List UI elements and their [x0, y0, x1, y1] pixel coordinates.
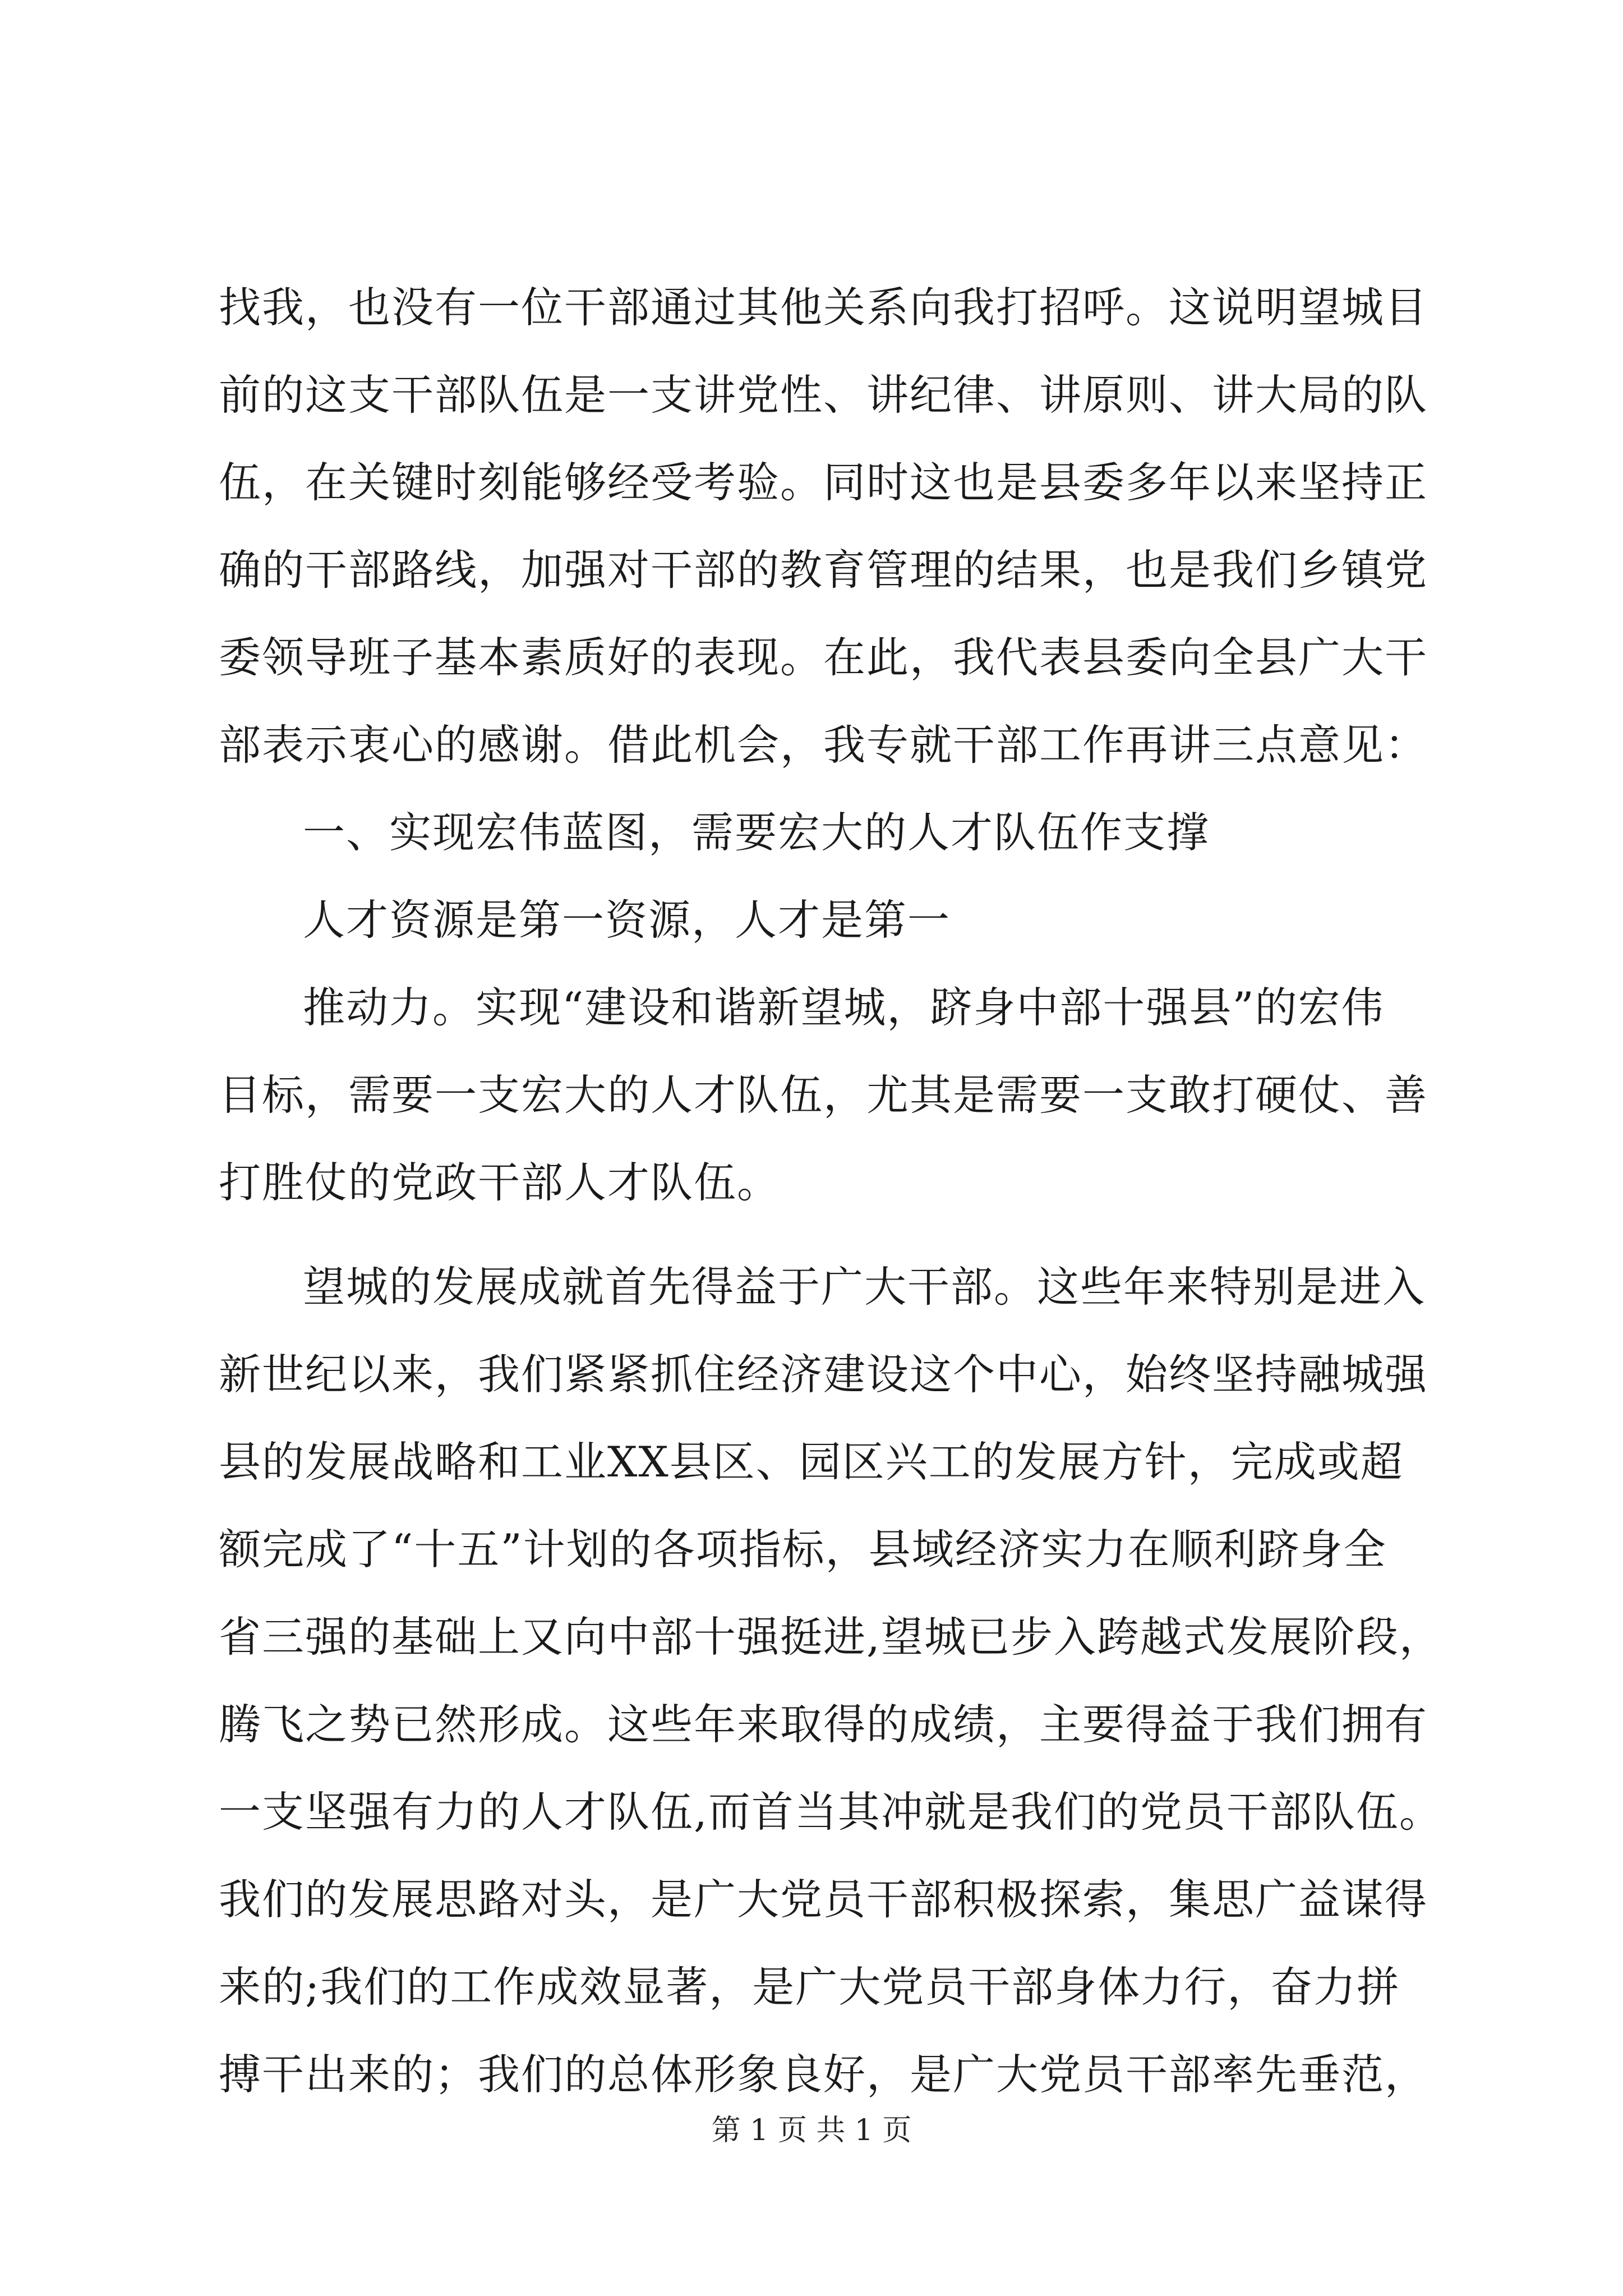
text-line: 县的发展战略和工业XX县区、园区兴工的发展方针，完成或超 [219, 1437, 1404, 1487]
document-body [219, 264, 1442, 2118]
text-line: 省三强的基础上又向中部十强挺进,望城已步入跨越式发展阶段， [219, 1612, 1442, 1662]
paragraph-2: 人才资源是第一资源，人才是第一 [303, 895, 951, 945]
paragraph-3 [219, 964, 1428, 1226]
section-heading: 一、实现宏伟蓝图，需要宏大的人才队伍作支撑 [303, 808, 1210, 857]
text-line: 一支坚强有力的人才队伍,而首当其冲就是我们的党员干部队伍。 [219, 1787, 1442, 1837]
text-line: 推动力。实现“建设和谐新望城，跻身中部十强县”的宏伟 [303, 983, 1385, 1032]
text-line: 委领导班子基本素质好的表现。在此，我代表县委向全县广大干 [219, 633, 1428, 682]
text-line: 新世纪以来，我们紧紧抓住经济建设这个中心，始终坚持融城强 [219, 1350, 1428, 1399]
text-line: 来的;我们的工作成效显著，是广大党员干部身体力行，奋力拼 [219, 1962, 1400, 2012]
paragraph-gap [219, 1226, 1419, 1243]
text-line: 望城的发展成就首先得益于广大干部。这些年来特别是进入 [303, 1262, 1426, 1312]
text-line: 搏干出来的；我们的总体形象良好，是广大党员干部率先垂范， [219, 2050, 1428, 2099]
text-line: 确的干部路线，加强对干部的教育管理的结果，也是我们乡镇党 [219, 545, 1428, 595]
text-line: 伍，在关键时刻能够经受考验。同时这也是县委多年以来坚持正 [219, 458, 1428, 507]
page-number-footer: 第 1 页 共 1 页 [711, 2114, 912, 2147]
text-line: 我们的发展思路对头，是广大党员干部积极探索，集思广益谋得 [219, 1875, 1428, 1924]
paragraph-1 [219, 264, 1428, 789]
text-line: 打胜仗的党政干部人才队伍。 [219, 1158, 781, 1207]
text-line: 腾飞之势已然形成。这些年来取得的成绩，主要得益于我们拥有 [219, 1700, 1428, 1749]
text-line: 部表示衷心的感谢。借此机会，我专就干部工作再讲三点意见： [219, 720, 1428, 770]
text-line: 前的这支干部队伍是一支讲党性、讲纪律、讲原则、讲大局的队 [219, 370, 1428, 420]
text-line: 找我，也没有一位干部通过其他关系向我打招呼。这说明望城目 [219, 283, 1428, 332]
paragraph-4 [219, 1243, 1442, 2118]
text-line: 额完成了“十五”计划的各项指标，县域经济实力在顺利跻身全 [219, 1525, 1387, 1574]
text-line: 目标，需要一支宏大的人才队伍，尤其是需要一支敢打硬仗、善 [219, 1070, 1428, 1120]
